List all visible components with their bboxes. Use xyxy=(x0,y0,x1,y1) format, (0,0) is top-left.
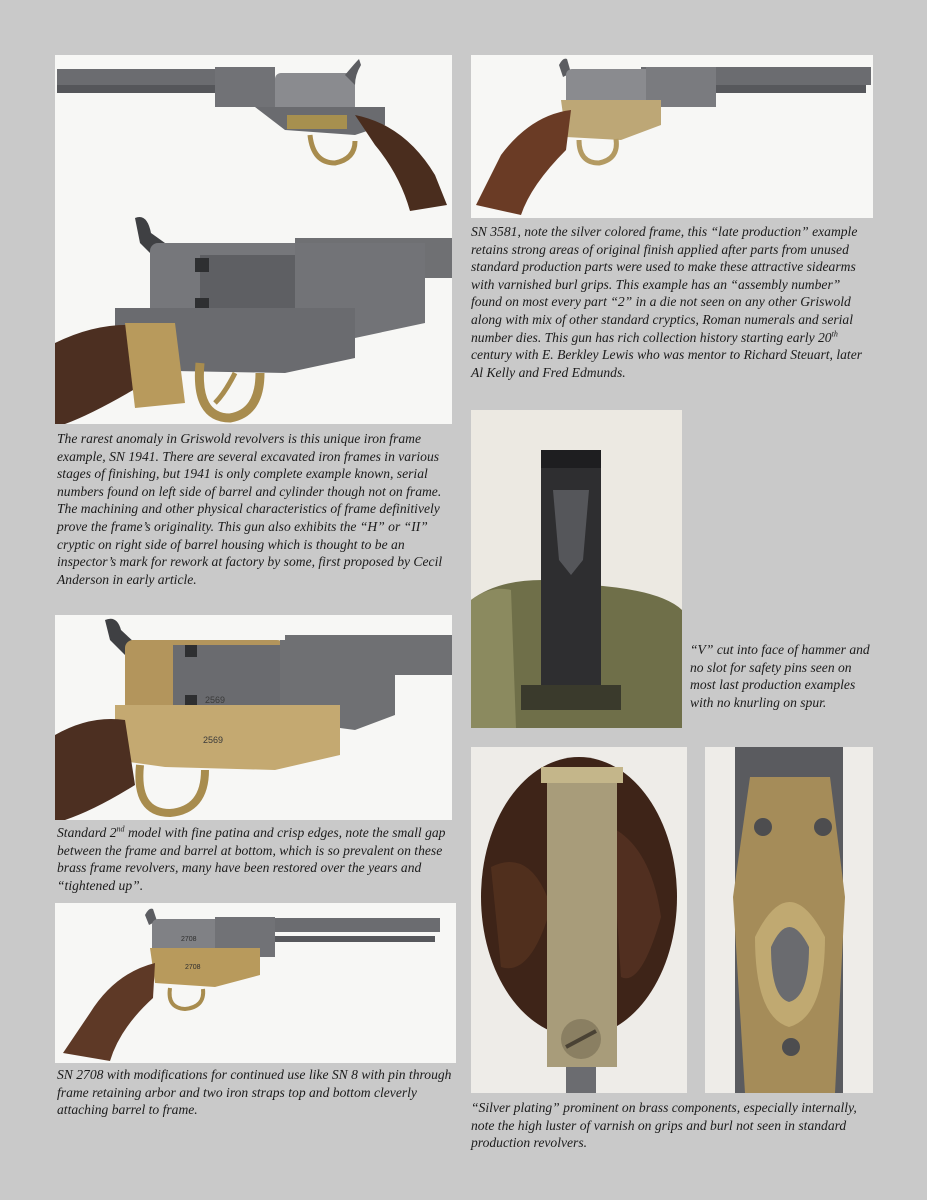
frame-serial-stamp: 2569 xyxy=(203,735,224,745)
underside-illustration xyxy=(705,747,873,1093)
caption-standard-text-b: model with fine patina and crisp edges, note the small gap between the frame and barrel at bottom, which is so prevalent on these brass frame revolvers, many have been restored over the years and “tightened up”. xyxy=(57,825,446,893)
photo-iron-frame-closeup xyxy=(55,213,452,424)
photo-standard-2nd-model xyxy=(55,615,452,820)
cylinder-stamp-2708: 2708 xyxy=(181,936,197,943)
caption-standard-sup: nd xyxy=(116,824,125,834)
caption-silver-plating: “Silver plating” prominent on brass components, especially internally, note the high luster of varnish on grips and burl not seen in standard production revolvers. xyxy=(471,1100,857,1151)
sn2708-illustration xyxy=(55,903,456,1063)
standard-model-illustration xyxy=(55,615,452,820)
revolver-illustration xyxy=(55,55,452,213)
caption-sn2708: SN 2708 with modifications for continued use like SN 8 with pin through frame retaining arbor and two iron straps top and bottom cleverly attaching barrel to frame. xyxy=(57,1067,452,1118)
cylinder-serial-stamp: 2569 xyxy=(205,695,226,705)
hammer-illustration xyxy=(471,410,682,728)
caption-hammer: “V” cut into face of hammer and no slot for safety pins seen on most last production examples with no knurling on spur. xyxy=(690,642,870,710)
photo-revolver-sn3581 xyxy=(471,55,873,218)
frame-closeup-illustration xyxy=(55,213,452,424)
sn3581-illustration xyxy=(471,55,873,218)
caption-standard-text-a: Standard 2 xyxy=(57,825,117,840)
photo-grip-burl-varnish xyxy=(471,747,687,1093)
caption-sn3581 xyxy=(471,223,873,381)
caption-sn3581-text-b: century with E. Berkley Lewis who was mentor to Richard Steuart, later Al Kelly and Fred Edmunds. xyxy=(471,347,863,380)
photo-hammer-v-cut xyxy=(471,410,682,728)
caption-iron-frame: The rarest anomaly in Griswold revolvers is this unique iron frame example, SN 1941. There are several excavated iron frames in various stages of finishing, but 1941 is only complete example known, serial numbers found on left side of barrel and cylinder though not on frame. The machining and other physical characteristics of frame definitively prove the frame’s originality. This gun also exhibits the “H” or “II” cryptic on right side of barrel housing which is thought to be an inspector’s mark for rework at factory by some, first proposed by Cecil Anderson in early article. xyxy=(57,431,443,587)
caption-sn3581-sup: th xyxy=(831,329,838,339)
photo-revolver-sn1941-full xyxy=(55,55,452,213)
caption-sn3581-text-a: SN 3581, note the silver colored frame, this “late production” example retains strong areas of original finish applied after parts from unused standard production parts were used to make these attractive sidearms with varnished burl grips. This example has an “assembly number” found on most every part “2” in a die not seen on any other Griswold along with mix of other standard cryptics, Roman numerals and serial number dies. This gun has rich collection history starting early 20 xyxy=(471,224,858,345)
frame-stamp-2708: 2708 xyxy=(185,964,201,971)
photo-trigger-guard-underside xyxy=(705,747,873,1093)
photo-revolver-sn2708 xyxy=(55,903,456,1063)
caption-standard-2nd-model xyxy=(57,824,452,894)
grip-illustration xyxy=(471,747,687,1093)
